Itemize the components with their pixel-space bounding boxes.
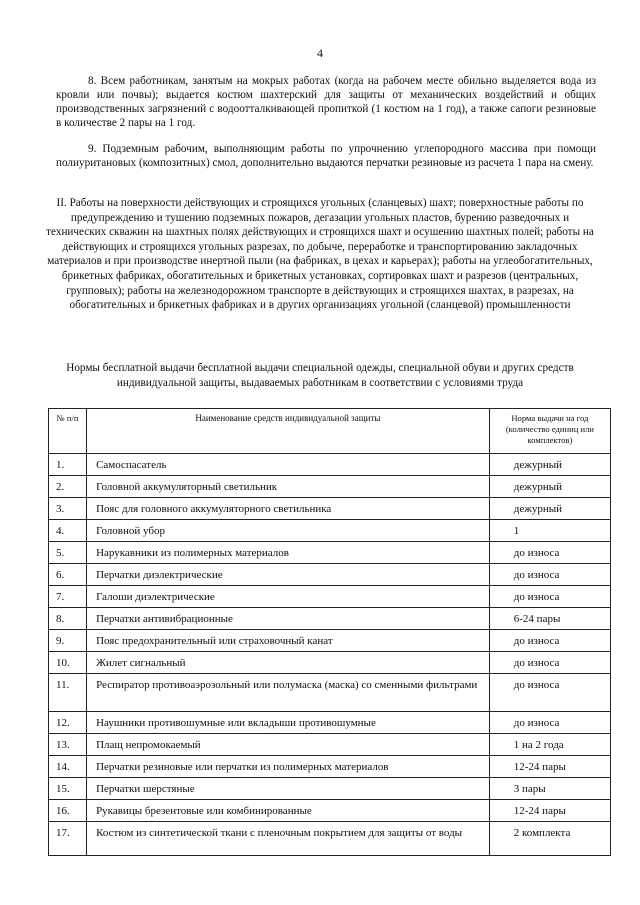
table-row: [49, 498, 611, 520]
row-name: Галоши диэлектрические: [87, 586, 490, 608]
table-row: [49, 564, 611, 586]
norms-table: [48, 408, 611, 856]
row-name: Перчатки диэлектрические: [87, 564, 490, 586]
page-number: 4: [317, 46, 323, 60]
header-name: Наименование средств индивидуальной защиты: [87, 409, 490, 454]
table-row: [49, 608, 611, 630]
row-name: Перчатки шерстяные: [87, 778, 490, 800]
row-num: 16.: [49, 800, 87, 822]
row-num: 9.: [49, 630, 87, 652]
section-heading: II. Работы на поверхности действующих и строящихся угольных (сланцевых) шахт; поверхностные работы по предупреждению и тушению подземных пожаров, дегазации угольных пластов, бурению разведочных и технических скважин на шахтных полях действующих и строящихся шахт и осушению шахтных полей; работы на действующих и строящихся угольных разрезах, по добыче, переработке и транспортированию закладочных материалов и при производстве инертной пыли (на фабриках, в цехах и карьерах); работы на углеобогатительных, брикетных фабриках, обогатительных и брикетных установках, сортировках шахт и разрезов (центральных, групповых); работы на железнодорожном транспорте в действующих и строящихся шахтах, в разрезах, на обогатительных и брикетных фабриках и в других организациях угольной (сланцевой) промышленности: [46, 197, 594, 312]
row-norm: до износа: [489, 586, 610, 608]
row-num: 1.: [49, 454, 87, 476]
row-norm: дежурный: [489, 498, 610, 520]
table-row: [49, 756, 611, 778]
header-num: № п/п: [49, 409, 87, 454]
paragraph-9-text: 9. Подземным рабочим, выполняющим работы по упрочнению углепородного массива при помощи полиуритановых (композитных) смол, дополнительно выдаются перчатки резиновые из расчета 1 пара на смену.: [56, 143, 596, 169]
row-norm: до износа: [489, 652, 610, 674]
row-norm: до износа: [489, 712, 610, 734]
table-row: [49, 476, 611, 498]
row-norm: 1: [489, 520, 610, 542]
row-num: 13.: [49, 734, 87, 756]
row-num: 15.: [49, 778, 87, 800]
row-name: Нарукавники из полимерных материалов: [87, 542, 490, 564]
row-norm: до износа: [489, 564, 610, 586]
row-name: Самоспасатель: [87, 454, 490, 476]
row-num: 6.: [49, 564, 87, 586]
table-row: [49, 674, 611, 712]
row-norm: дежурный: [489, 476, 610, 498]
row-norm: 3 пары: [489, 778, 610, 800]
row-num: 4.: [49, 520, 87, 542]
row-name: Рукавицы брезентовые или комбинированные: [87, 800, 490, 822]
row-norm: дежурный: [489, 454, 610, 476]
row-num: 7.: [49, 586, 87, 608]
row-name: Головной аккумуляторный светильник: [87, 476, 490, 498]
row-norm: 6-24 пары: [489, 608, 610, 630]
paragraph-8-text: 8. Всем работникам, занятым на мокрых работах (когда на рабочем месте обильно выделяется вода из кровли или почвы); выдается костюм шахтерский для защиты от механических воздействий и общих производственных загрязнений с водоотталкивающей пропиткой (1 костюм на 1 год), а также сапоги резиновые в количестве 2 пары на 1 год.: [56, 75, 596, 129]
table-row: [49, 800, 611, 822]
row-norm: 12-24 пары: [489, 756, 610, 778]
row-name: Наушники противошумные или вкладыши противошумные: [87, 712, 490, 734]
row-name: Костюм из синтетической ткани с пленочным покрытием для защиты от воды: [87, 822, 490, 856]
table-row: [49, 454, 611, 476]
row-name: Жилет сигнальный: [87, 652, 490, 674]
row-num: 5.: [49, 542, 87, 564]
table-row: [49, 520, 611, 542]
paragraph-8: [56, 74, 596, 130]
table-header-row: [49, 409, 611, 454]
table-row: [49, 586, 611, 608]
row-norm: до износа: [489, 542, 610, 564]
row-num: 12.: [49, 712, 87, 734]
row-name: Пояс для головного аккумуляторного светильника: [87, 498, 490, 520]
table-title: Нормы бесплатной выдачи бесплатной выдачи специальной одежды, специальной обуви и других средств индивидуальной защиты, выдаваемых работникам в соответствии с условиями труда: [66, 362, 574, 389]
row-name: Головной убор: [87, 520, 490, 542]
row-norm: 2 комплекта: [489, 822, 610, 856]
row-num: 3.: [49, 498, 87, 520]
row-num: 14.: [49, 756, 87, 778]
row-num: 8.: [49, 608, 87, 630]
table-row: [49, 734, 611, 756]
table-row: [49, 652, 611, 674]
row-num: 10.: [49, 652, 87, 674]
row-num: 17.: [49, 822, 87, 856]
table-row: [49, 822, 611, 856]
table-row: [49, 712, 611, 734]
table-row: [49, 778, 611, 800]
table-row: [49, 630, 611, 652]
table-row: [49, 542, 611, 564]
row-name: Респиратор противоаэрозольный или полумаска (маска) со сменными фильтрами: [87, 674, 490, 712]
header-norm: Норма выдачи на год (количество единиц или комплектов): [489, 409, 610, 454]
row-norm: 1 на 2 года: [489, 734, 610, 756]
row-norm: 12-24 пары: [489, 800, 610, 822]
row-name: Пояс предохранительный или страховочный канат: [87, 630, 490, 652]
row-norm: до износа: [489, 674, 610, 712]
row-name: Перчатки резиновые или перчатки из полимерных материалов: [87, 756, 490, 778]
row-num: 2.: [49, 476, 87, 498]
row-num: 11.: [49, 674, 87, 712]
paragraph-9: [56, 142, 596, 170]
row-name: Перчатки антивибрационные: [87, 608, 490, 630]
row-norm: до износа: [489, 630, 610, 652]
row-name: Плащ непромокаемый: [87, 734, 490, 756]
